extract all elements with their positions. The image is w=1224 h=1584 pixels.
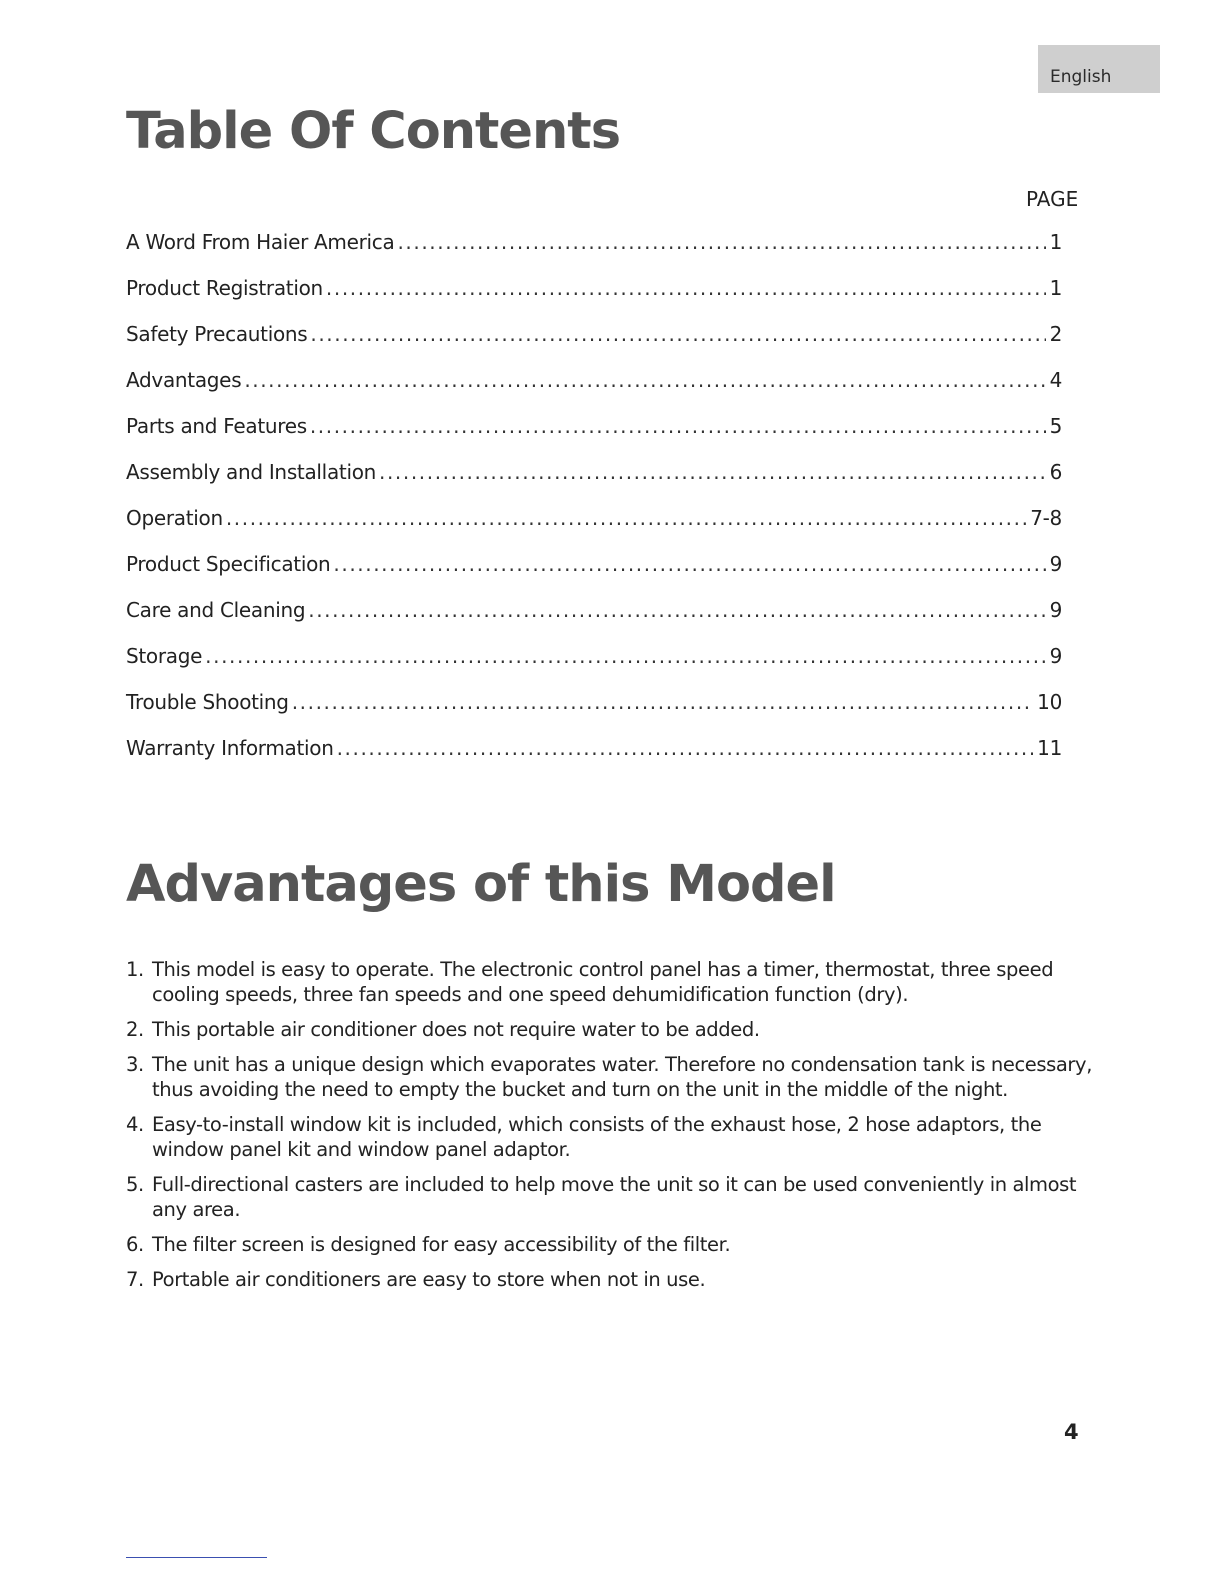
toc-entry-page: 9 bbox=[1049, 552, 1062, 576]
toc-entry bbox=[126, 552, 1062, 598]
advantage-text: This portable air conditioner does not require water to be added. bbox=[152, 1018, 760, 1041]
toc-entry-page: 4 bbox=[1049, 368, 1062, 392]
advantage-number: 5. bbox=[126, 1173, 144, 1196]
toc-entry-page: 2 bbox=[1049, 322, 1062, 346]
toc-entry-label: Assembly and Installation bbox=[126, 460, 377, 484]
footer-rule bbox=[126, 1557, 267, 1558]
toc-title: Table Of Contents bbox=[126, 102, 621, 161]
advantage-number: 4. bbox=[126, 1113, 144, 1136]
advantage-number: 7. bbox=[126, 1268, 144, 1291]
toc-entry bbox=[126, 506, 1062, 552]
page-number: 4 bbox=[1064, 1420, 1079, 1444]
toc-entry-label: Trouble Shooting bbox=[126, 690, 289, 714]
toc-entry bbox=[126, 322, 1062, 368]
toc-entry bbox=[126, 598, 1062, 644]
toc-page-column-header: PAGE bbox=[1026, 187, 1079, 211]
toc-dot-leader bbox=[310, 414, 1046, 438]
toc-entry bbox=[126, 368, 1062, 414]
toc-dot-leader bbox=[397, 230, 1045, 254]
toc-entry-page: 1 bbox=[1049, 230, 1062, 254]
toc-entry-page: 11 bbox=[1037, 736, 1062, 760]
toc-dot-leader bbox=[308, 598, 1045, 622]
toc-dot-leader bbox=[244, 368, 1045, 392]
advantage-number: 1. bbox=[126, 958, 144, 981]
toc-entry-page: 1 bbox=[1049, 276, 1062, 300]
toc-entry bbox=[126, 276, 1062, 322]
advantage-text: The filter screen is designed for easy accessibility of the filter. bbox=[152, 1233, 731, 1256]
toc-entry-label: Operation bbox=[126, 506, 223, 530]
toc-entry bbox=[126, 644, 1062, 690]
advantage-item bbox=[126, 1232, 1096, 1257]
toc-entry-label: Care and Cleaning bbox=[126, 598, 306, 622]
toc-dot-leader bbox=[333, 552, 1045, 576]
toc-list bbox=[126, 230, 1062, 782]
toc-entry-page: 9 bbox=[1049, 598, 1062, 622]
toc-entry bbox=[126, 460, 1062, 506]
toc-dot-leader bbox=[292, 690, 1033, 714]
toc-entry-label: A Word From Haier America bbox=[126, 230, 395, 254]
toc-entry-page: 10 bbox=[1037, 690, 1062, 714]
toc-entry-page: 9 bbox=[1049, 644, 1062, 668]
toc-entry-label: Safety Precautions bbox=[126, 322, 308, 346]
toc-entry-label: Product Registration bbox=[126, 276, 323, 300]
toc-entry-label: Parts and Features bbox=[126, 414, 307, 438]
advantage-item bbox=[126, 1112, 1096, 1162]
advantage-item bbox=[126, 957, 1096, 1007]
advantage-number: 3. bbox=[126, 1053, 144, 1076]
advantage-item bbox=[126, 1172, 1096, 1222]
advantage-number: 6. bbox=[126, 1233, 144, 1256]
advantage-text: Full-directional casters are included to help move the unit so it can be used conveniently in almost any area. bbox=[152, 1173, 1077, 1221]
advantages-title: Advantages of this Model bbox=[126, 855, 836, 914]
toc-entry-label: Warranty Information bbox=[126, 736, 334, 760]
toc-dot-leader bbox=[379, 460, 1046, 484]
advantage-item bbox=[126, 1267, 1096, 1292]
advantage-text: This model is easy to operate. The electronic control panel has a timer, thermostat, three speed cooling speeds, three fan speeds and one speed dehumidification function (dry). bbox=[152, 958, 1054, 1006]
toc-dot-leader bbox=[337, 736, 1034, 760]
toc-entry-page: 6 bbox=[1049, 460, 1062, 484]
toc-dot-leader bbox=[205, 644, 1045, 668]
toc-entry-page: 7-8 bbox=[1030, 506, 1062, 530]
toc-entry bbox=[126, 414, 1062, 460]
toc-dot-leader bbox=[226, 506, 1026, 530]
language-tab: English bbox=[1038, 45, 1160, 93]
advantage-item bbox=[126, 1052, 1096, 1102]
advantage-number: 2. bbox=[126, 1018, 144, 1041]
toc-entry-label: Storage bbox=[126, 644, 203, 668]
toc-entry-page: 5 bbox=[1049, 414, 1062, 438]
advantage-text: Portable air conditioners are easy to store when not in use. bbox=[152, 1268, 706, 1291]
toc-entry-label: Product Specification bbox=[126, 552, 331, 576]
toc-entry bbox=[126, 736, 1062, 782]
toc-entry-label: Advantages bbox=[126, 368, 242, 392]
toc-dot-leader bbox=[326, 276, 1046, 300]
toc-entry bbox=[126, 690, 1062, 736]
advantage-text: Easy-to-install window kit is included, which consists of the exhaust hose, 2 hose adaptors, the window panel kit and window panel adaptor. bbox=[152, 1113, 1042, 1161]
advantages-list bbox=[126, 957, 1096, 1302]
toc-dot-leader bbox=[310, 322, 1045, 346]
advantage-text: The unit has a unique design which evaporates water. Therefore no condensation tank is necessary, thus avoiding the need to empty the bucket and turn on the unit in the middle of the night. bbox=[152, 1053, 1092, 1101]
toc-entry bbox=[126, 230, 1062, 276]
advantage-item bbox=[126, 1017, 1096, 1042]
